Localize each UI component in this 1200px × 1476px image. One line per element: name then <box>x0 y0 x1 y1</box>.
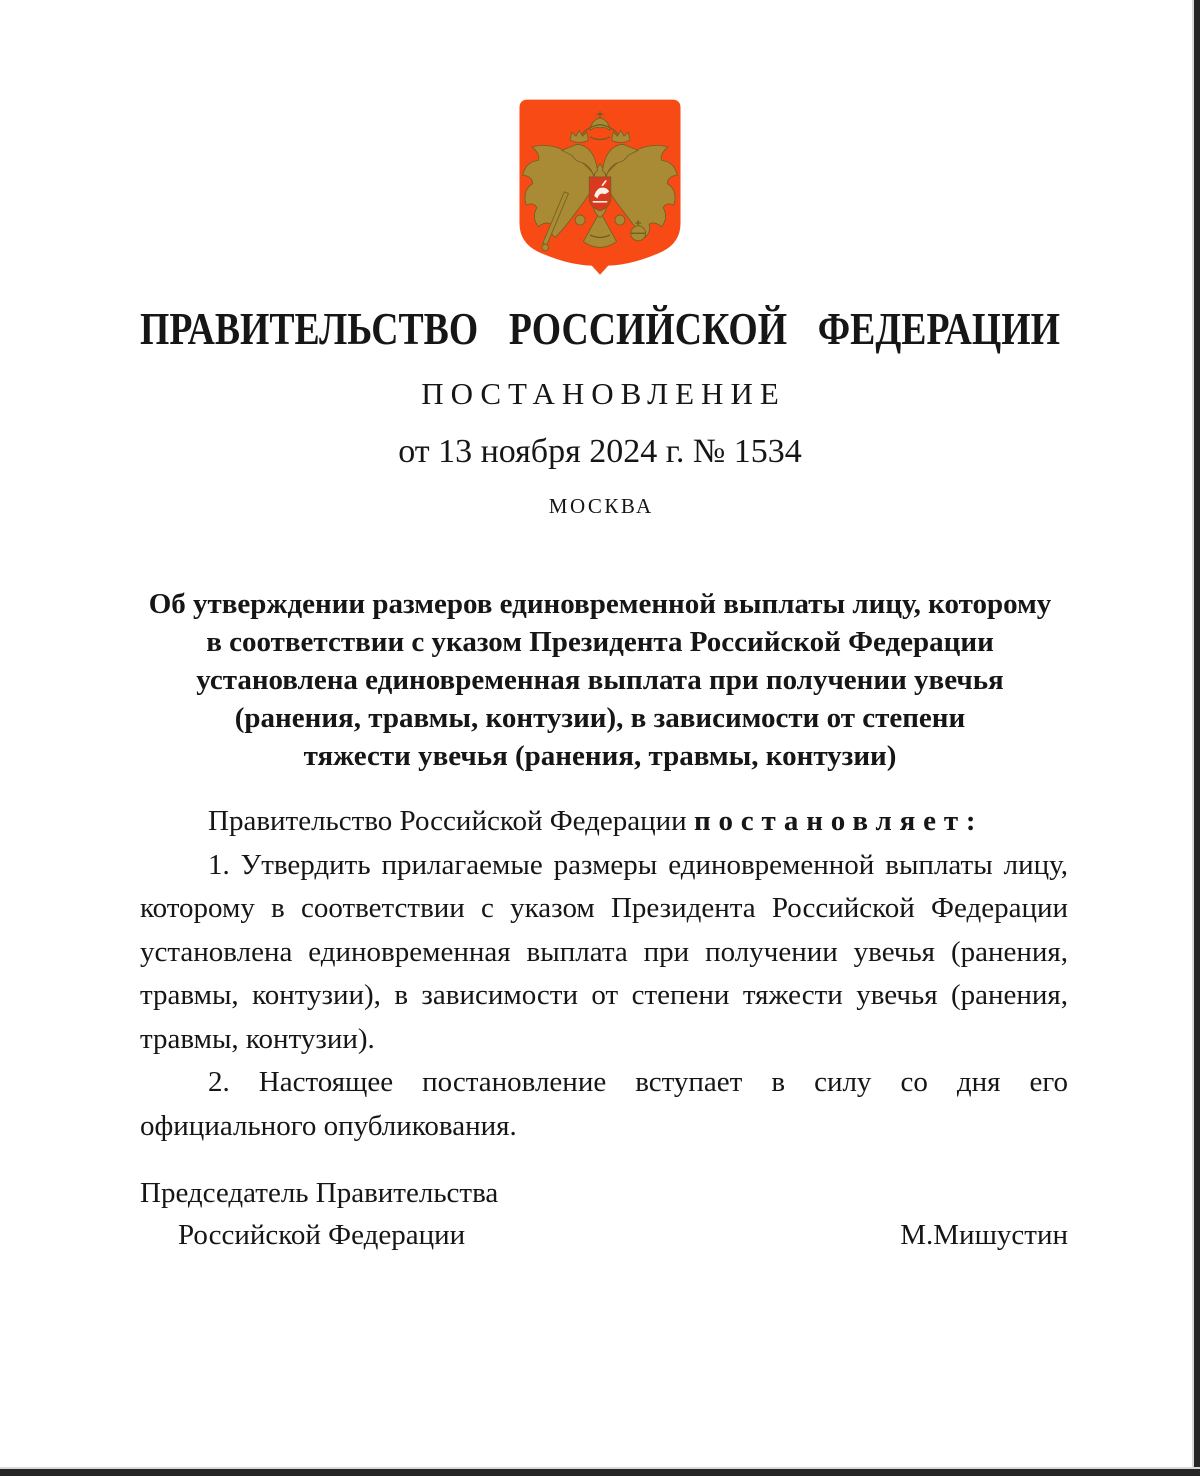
signatory-title <box>140 1172 498 1256</box>
decree-title-line: тяжести увечья (ранения, травмы, контузии) <box>303 740 897 772</box>
intro-resolves-word: постановляет: <box>693 805 984 837</box>
decree-date-number: от 13 ноября 2024 г. № 1534 <box>398 433 802 470</box>
document-type-heading: ПОСТАНОВЛЕНИЕ <box>421 376 786 411</box>
signatory-title-line1: Председатель Правительства <box>140 1177 499 1209</box>
intro-paragraph <box>140 800 1068 844</box>
decree-title-line: в соответствии с указом Президента Российской Федерации <box>206 626 994 658</box>
paragraph-1: 1. Утвердить прилагаемые размеры единовременной выплаты лицу, которому в соответствии с указом Президента Российской Федерации установлена единовременная выплата при получении увечья (ранения, травмы, контузии), в зависимости от степени тяжести увечья (ранения, травмы, контузии). <box>140 848 1068 1055</box>
decree-title-line: Об утверждении размеров единовременной выплаты лицу, которому <box>148 588 1052 620</box>
viewport-edge-bottom <box>0 1469 1200 1476</box>
decree-body <box>140 800 1068 1148</box>
signature-block <box>140 1172 1068 1256</box>
decree-title-line: (ранения, травмы, контузии), в зависимости от степени <box>234 702 966 734</box>
decree-title <box>120 585 1080 775</box>
signatory-title-line2: Российской Федерации <box>178 1219 466 1251</box>
intro-lead: Правительство Российской Федерации <box>208 805 694 837</box>
city-label: МОСКВА <box>548 494 654 518</box>
decree-title-line: установлена единовременная выплата при получении увечья <box>196 664 1004 696</box>
signatory-name: М.Мишустин <box>900 1219 1068 1251</box>
viewport-edge-right <box>1194 0 1200 1476</box>
russia-coat-of-arms-icon <box>517 95 683 277</box>
paragraph-2: 2. Настоящее постановление вступает в силу со дня его официального опубликования. <box>140 1066 1068 1142</box>
government-title: ПРАВИТЕЛЬСТВО РОССИЙСКОЙ ФЕДЕРАЦИИ <box>140 303 1060 354</box>
